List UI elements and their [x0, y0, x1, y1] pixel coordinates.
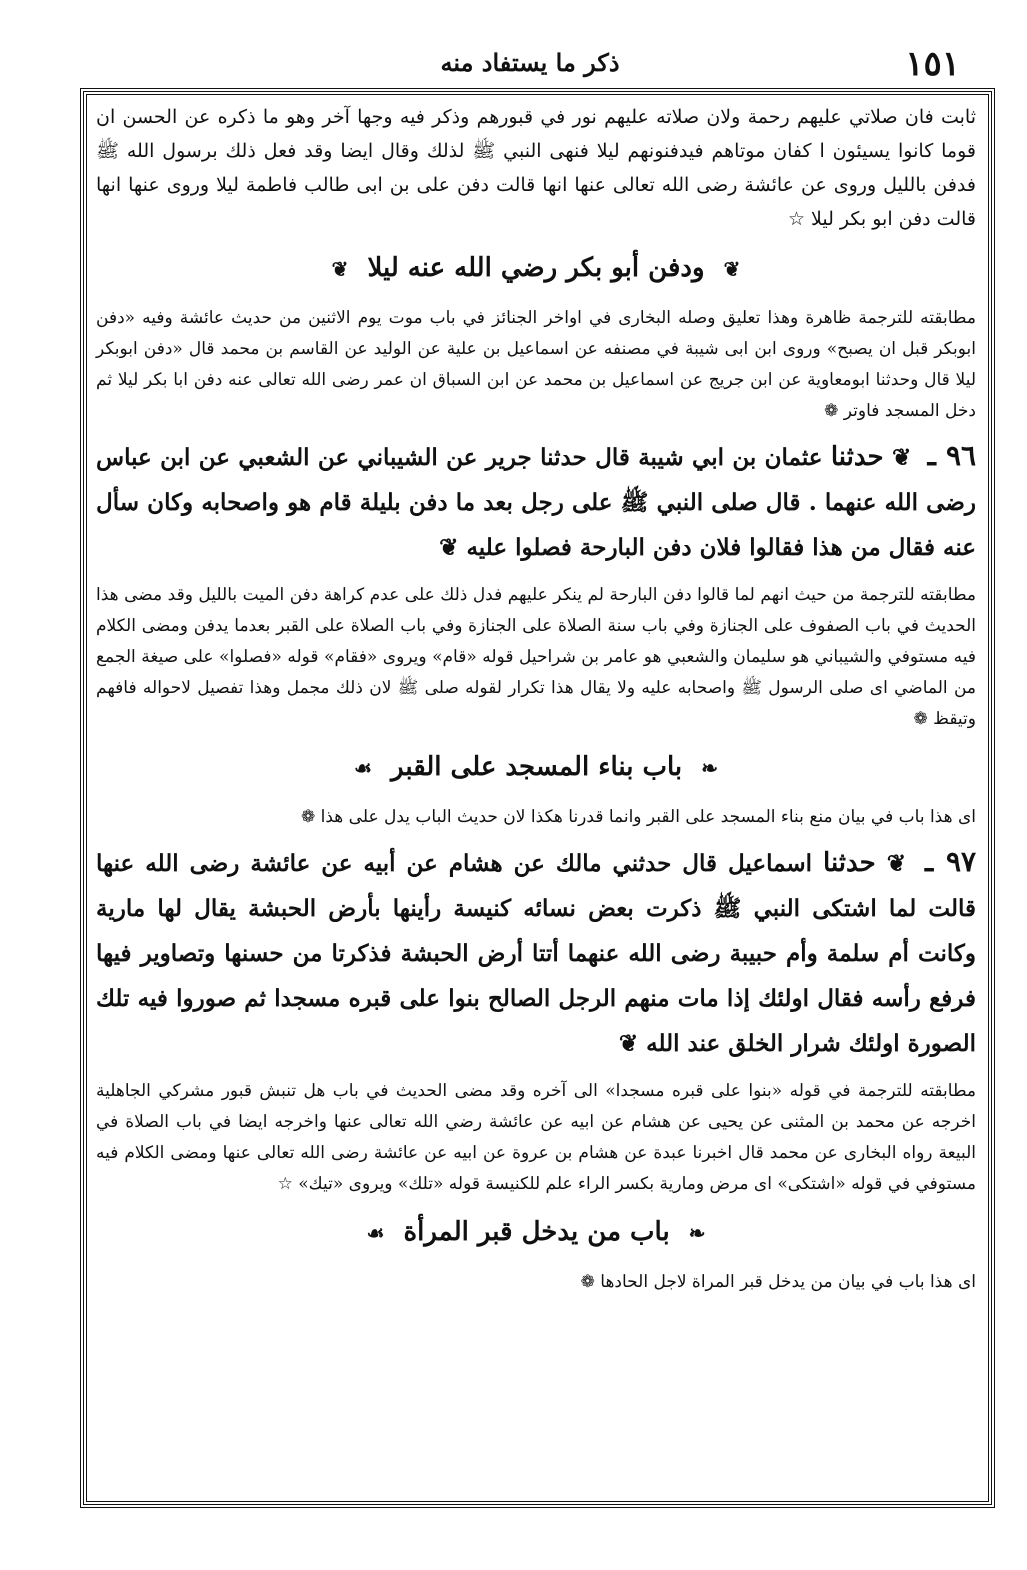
- page-header: [80, 40, 980, 84]
- hadith-lead-word: حدثنا: [830, 442, 884, 472]
- running-title: ذكر ما يستفاد منه: [440, 48, 620, 77]
- hadith-97: [96, 839, 976, 1066]
- ornament-icon: ❦: [891, 444, 912, 471]
- hadith-lead-word: حدثنا: [823, 848, 876, 878]
- page-number: ١٥١: [905, 44, 960, 84]
- ornament-icon: ❦: [886, 850, 907, 877]
- ornament-icon: ☙: [354, 756, 372, 780]
- ornament-icon: ❧: [688, 1221, 706, 1245]
- chapter-heading: [96, 1210, 976, 1255]
- ornament-icon: ❧: [701, 756, 718, 780]
- commentary-paragraph: ثابت فان صلاتي عليهم رحمة ولان صلاته عليهم نور في قبورهم وذكر فيه وجها آخر وهو ما ذكره عن الحسن ان قوما كانوا يسيئون ا كفان موتاهم فيدفنونهم ليلا فنهى النبي ﷺ لذلك وقال ايضا وقد فعل ذلك برسول الله ﷺ فدفن بالليل وروى عن عائشة رضى الله تعالى عنها انها قالت دفن على بن ابى طالب فاطمة ليلا وروى عنها انها قالت دفن ابو بكر ليلا ☆: [96, 106, 977, 230]
- chapter-explanation: اى هذا باب في بيان من يدخل قبر المراة لاجل الحادها ❁: [580, 1272, 976, 1292]
- commentary-paragraph: مطابقته للترجمة في قوله «بنوا على قبره مسجدا» الى آخره وقد مضى الحديث في باب هل تنبش قبور مشركي الجاهلية اخرجه عن محمد بن المثنى عن يحيى عن هشام عن ابيه عن عائشة رضي الله تعالى عنها واخرجه ايضا في باب الصلاة في البيعة رواه البخارى عن محمد قال اخبرنا عبدة عن هشام بن عروة عن ابيه عن عائشة رضى الله تعالى عنها ومضى الكلام فيه مستوفي في قوله «اشتكى» اى مرض ومارية بكسر الراء علم للكنيسة قوله «تلك» ويروى «تيك» ☆: [96, 1081, 976, 1194]
- heading-text: باب بناء المسجد على القبر: [391, 752, 683, 782]
- ornament-icon: ❦: [331, 257, 349, 281]
- heading-text: ودفن أبو بكر رضي الله عنه ليلا: [367, 253, 705, 283]
- hadith-text: عثمان بن ابي شيبة قال حدثنا جرير عن الشيباني عن الشعبي عن ابن عباس رضى الله عنهما . قال صلى النبي ﷺ على رجل بعد ما دفن بليلة قام هو واصحابه وكان سأل عنه فقال من هذا فقالوا فلان دفن البارحة فصلوا عليه: [96, 444, 976, 561]
- ornament-icon: ❦: [723, 257, 741, 281]
- chapter-heading: [96, 745, 976, 790]
- hadith-number: ٩٦ ـ: [927, 439, 977, 472]
- hadith-text: اسماعيل قال حدثني مالك عن هشام عن أبيه عن عائشة رضى الله عنها قالت لما اشتكى النبي ﷺ ذكرت بعض نسائه كنيسة رأينها بأرض الحبشة يقال لها مارية وكانت أم سلمة وأم حبيبة رضى الله عنهما أتتا أرض الحبشة فذكرتا من حسنها وتصاوير فيها فرفع رأسه فقال اولئك إذا مات منهم الرجل الصالح بنوا على قبره مسجدا ثم صوروا فيه تلك الصورة اولئك شرار الخلق عند الله: [96, 850, 976, 1057]
- commentary-paragraph: مطابقته للترجمة من حيث انهم لما قالوا دفن البارحة لم ينكر عليهم فدل ذلك على عدم كراهة دفن الميت بالليل وقد مضى هذا الحديث في باب الصفوف على الجنازة وفي باب سنة الصلاة على الجنازة وفي باب الصلاة على القبر بعدما يدفن ومضى الكلام فيه مستوفي والشيباني هو سليمان والشعبي هو عامر بن شراحيل قوله «قام» ويروى «فقام» قوله «فصلوا» على صيغة الجمع من الماضي اى صلى الرسول ﷺ واصحابه عليه ولا يقال هذا تكرار لقوله صلى ﷺ لان ذلك مجمل وهذا تفصيل لاحواله فافهم وتيقظ ❁: [96, 585, 976, 729]
- hadith-96: [96, 433, 976, 570]
- ornament-icon: ❦: [618, 1030, 639, 1057]
- hadith-number: ٩٧ ـ: [925, 845, 977, 878]
- quoted-heading: [96, 246, 976, 291]
- ornament-icon: ❦: [439, 534, 459, 561]
- commentary-paragraph: مطابقته للترجمة ظاهرة وهذا تعليق وصله البخارى في اواخر الجنائز في باب موت يوم الاثنين من حديث عائشة وفيه «دفن ابوبكر قبل ان يصبح» وروى ابن ابى شيبة في مصنفه عن اسماعيل بن علية عن الوليد عن القاسم بن محمد قال «دفن ابوبكر ليلا قال وحدثنا ابومعاوية عن ابن جريج عن اسماعيل بن محمد عن ابن السباق ان عمر رضى الله تعالى عنه دفن ابا بكر ليلا ثم دخل المسجد فاوتر ❁: [96, 308, 976, 421]
- chapter-explanation: اى هذا باب في بيان منع بناء المسجد على القبر وانما قدرنا هكذا لان حديث الباب يدل على هذا ❁: [300, 807, 976, 827]
- heading-text: باب من يدخل قبر المرأة: [403, 1217, 670, 1247]
- page-body: [96, 100, 976, 1490]
- ornament-icon: ☙: [366, 1221, 385, 1245]
